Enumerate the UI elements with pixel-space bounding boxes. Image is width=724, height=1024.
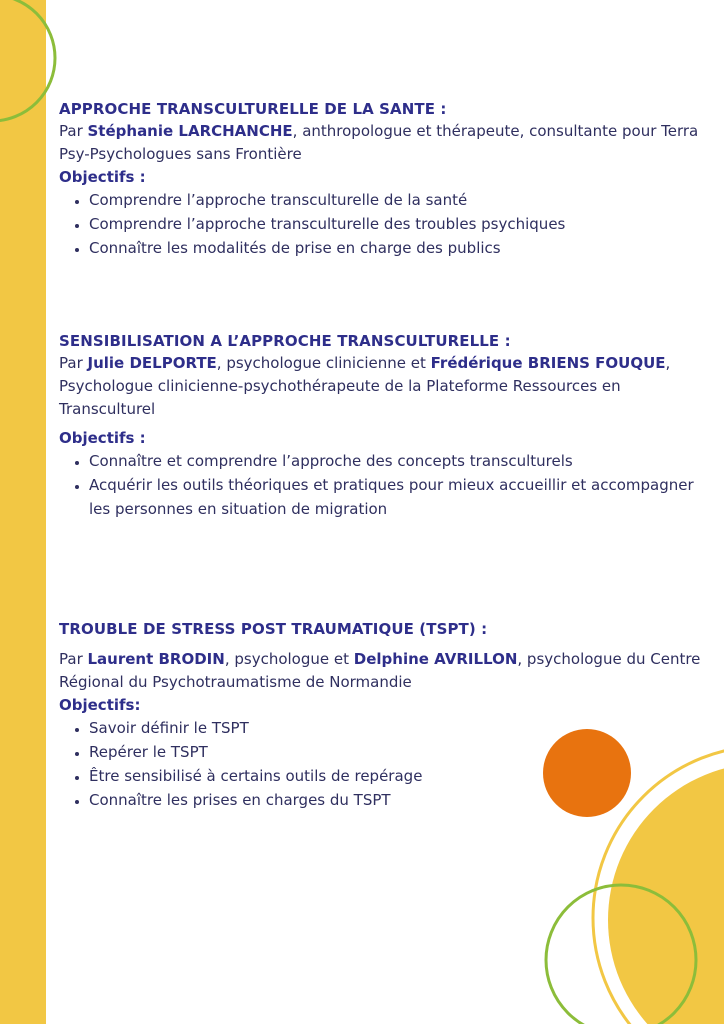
section-intro: Par Stéphanie LARCHANCHE, anthropologue et thérapeute, consultante pour Terra Psy-Psychologues sans Frontière (59, 122, 699, 163)
speaker-name: Julie DELPORTE (87, 354, 217, 372)
speaker-name: Stéphanie LARCHANCHE (87, 122, 293, 140)
speaker-name: Frédérique BRIENS FOUQUE (430, 354, 666, 372)
section-transcultural-awareness (59, 330, 719, 521)
objectives-list (59, 716, 719, 812)
section-intro: Par Laurent BRODIN, psychologue et Delphine AVRILLON, psychologue du Centre Régional du Psychotraumatisme de Normandie (59, 650, 701, 691)
section-ptsd (59, 618, 719, 812)
speaker-name: Delphine AVRILLON (353, 650, 518, 668)
list-item: • Savoir définir le TSPT (89, 716, 719, 740)
section-title: SENSIBILISATION A L’APPROCHE TRANSCULTURELLE : (59, 332, 511, 350)
objectives-label: Objectifs: (59, 696, 141, 714)
list-item: • Repérer le TSPT (89, 740, 719, 764)
section-title: TROUBLE DE STRESS POST TRAUMATIQUE (TSPT) : (59, 620, 488, 638)
objectives-label: Objectifs : (59, 168, 146, 186)
list-item: • Connaître les prises en charges du TSPT (89, 788, 719, 812)
list-item: • Être sensibilisé à certains outils de repérage (89, 764, 719, 788)
list-item: • Comprendre l’approche transculturelle de la santé (89, 188, 719, 212)
list-item: • Acquérir les outils théoriques et pratiques pour mieux accueillir et accompagner les personnes en situation de migration (89, 473, 719, 521)
list-item: • Comprendre l’approche transculturelle des troubles psychiques (89, 212, 719, 236)
top-left-green-ring (0, 0, 55, 121)
objectives-list (59, 188, 719, 260)
speaker-name: Laurent BRODIN (87, 650, 225, 668)
section-intro: Par Julie DELPORTE, psychologue clinicienne et Frédérique BRIENS FOUQUE, Psychologue clinicienne-psychothérapeute de la Plateforme Ressources en Transculturel (59, 354, 671, 418)
objectives-list (59, 449, 719, 521)
section-title: APPROCHE TRANSCULTURELLE DE LA SANTE : (59, 100, 447, 118)
list-item: • Connaître les modalités de prise en charge des publics (89, 236, 719, 260)
objectives-label: Objectifs : (59, 429, 146, 447)
section-transcultural-health (59, 98, 719, 260)
list-item: • Connaître et comprendre l’approche des concepts transculturels (89, 449, 719, 473)
